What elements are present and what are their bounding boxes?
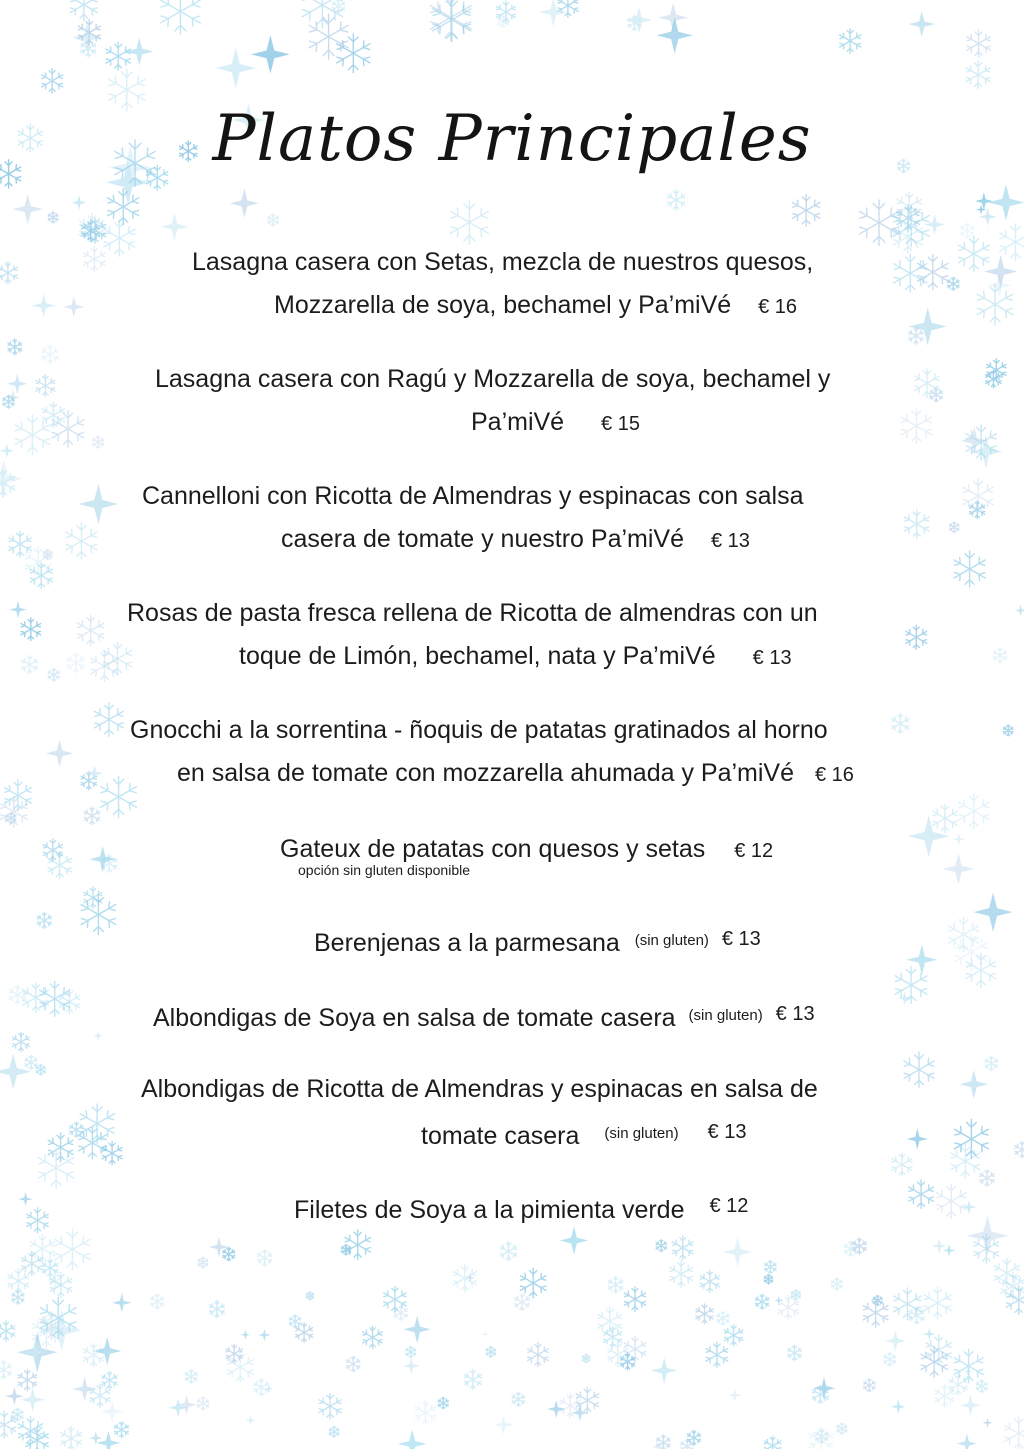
menu-item-4-line1 xyxy=(127,598,818,628)
menu-item-8-price: € 13 xyxy=(775,1003,815,1025)
menu-item-9-tag: (sin gluten) xyxy=(604,1125,679,1142)
menu-item-3-text2: casera de tomate y nuestro Pa’miVé xyxy=(281,525,684,553)
menu-item-9-text2: tomate casera xyxy=(421,1122,580,1150)
menu-item-6-note: opción sin gluten disponible xyxy=(298,862,471,878)
menu-item-1-line1 xyxy=(192,247,813,277)
menu-item-4-price: € 13 xyxy=(752,647,792,669)
menu-item-9-line2 xyxy=(421,1117,746,1151)
menu-item-1-price: € 16 xyxy=(758,296,798,318)
menu-item-5-line2 xyxy=(177,758,854,790)
menu-item-9-price: € 13 xyxy=(707,1121,747,1143)
menu-item-10-name: Filetes de Soya a la pimienta verde xyxy=(294,1196,685,1224)
menu-item-1-line2 xyxy=(274,290,797,322)
menu-item-8-tag: (sin gluten) xyxy=(688,1007,763,1024)
menu-item-8-name: Albondigas de Soya en salsa de tomate casera xyxy=(153,1004,676,1032)
menu-item-4-line2 xyxy=(239,641,792,673)
menu-item-2-line2 xyxy=(471,407,640,439)
menu-item-6-note-line xyxy=(298,860,470,880)
menu-item-3-text1: Cannelloni con Ricotta de Almendras y espinacas con salsa xyxy=(142,482,804,510)
menu-item-9-text1: Albondigas de Ricotta de Almendras y espinacas en salsa de xyxy=(141,1075,818,1103)
menu-item-5-line1 xyxy=(130,715,828,745)
page-title: Platos Principales xyxy=(212,102,812,176)
menu-item-7-line1 xyxy=(314,924,761,958)
menu-item-5-price: € 16 xyxy=(814,764,854,786)
menu-item-8-line1 xyxy=(153,999,815,1033)
menu-item-6-price: € 12 xyxy=(734,840,774,862)
menu-item-1-text2: Mozzarella de soya, bechamel y Pa’miVé xyxy=(274,291,732,319)
menu-item-7-name: Berenjenas a la parmesana xyxy=(314,929,620,957)
menu-item-5-text2: en salsa de tomate con mozzarella ahumada y Pa’miVé xyxy=(177,759,794,787)
menu-item-7-tag: (sin gluten) xyxy=(634,932,709,949)
menu-item-4-text2: toque de Limón, bechamel, nata y Pa’miVé xyxy=(239,642,716,670)
menu-item-2-line1 xyxy=(155,364,830,394)
menu-item-2-price: € 15 xyxy=(601,413,640,435)
menu-item-6-name: Gateux de patatas con quesos y setas xyxy=(280,835,706,863)
menu-item-10-line1 xyxy=(294,1191,748,1225)
menu-item-2-text2: Pa’miVé xyxy=(471,408,565,436)
menu-item-3-line2 xyxy=(281,524,750,556)
menu-item-2-text1: Lasagna casera con Ragú y Mozzarella de soya, bechamel y xyxy=(155,365,831,393)
menu-item-4-text1: Rosas de pasta fresca rellena de Ricotta de almendras con un xyxy=(127,599,818,627)
menu-item-3-line1 xyxy=(142,481,804,511)
menu-item-10-price: € 12 xyxy=(709,1195,749,1217)
menu-item-9-line1 xyxy=(141,1074,818,1104)
menu-item-7-price: € 13 xyxy=(721,928,761,950)
menu-item-5-text1: Gnocchi a la sorrentina - ñoquis de patatas gratinados al horno xyxy=(130,716,828,744)
menu-item-3-price: € 13 xyxy=(710,530,750,552)
menu-item-1-text1: Lasagna casera con Setas, mezcla de nuestros quesos, xyxy=(192,248,814,276)
